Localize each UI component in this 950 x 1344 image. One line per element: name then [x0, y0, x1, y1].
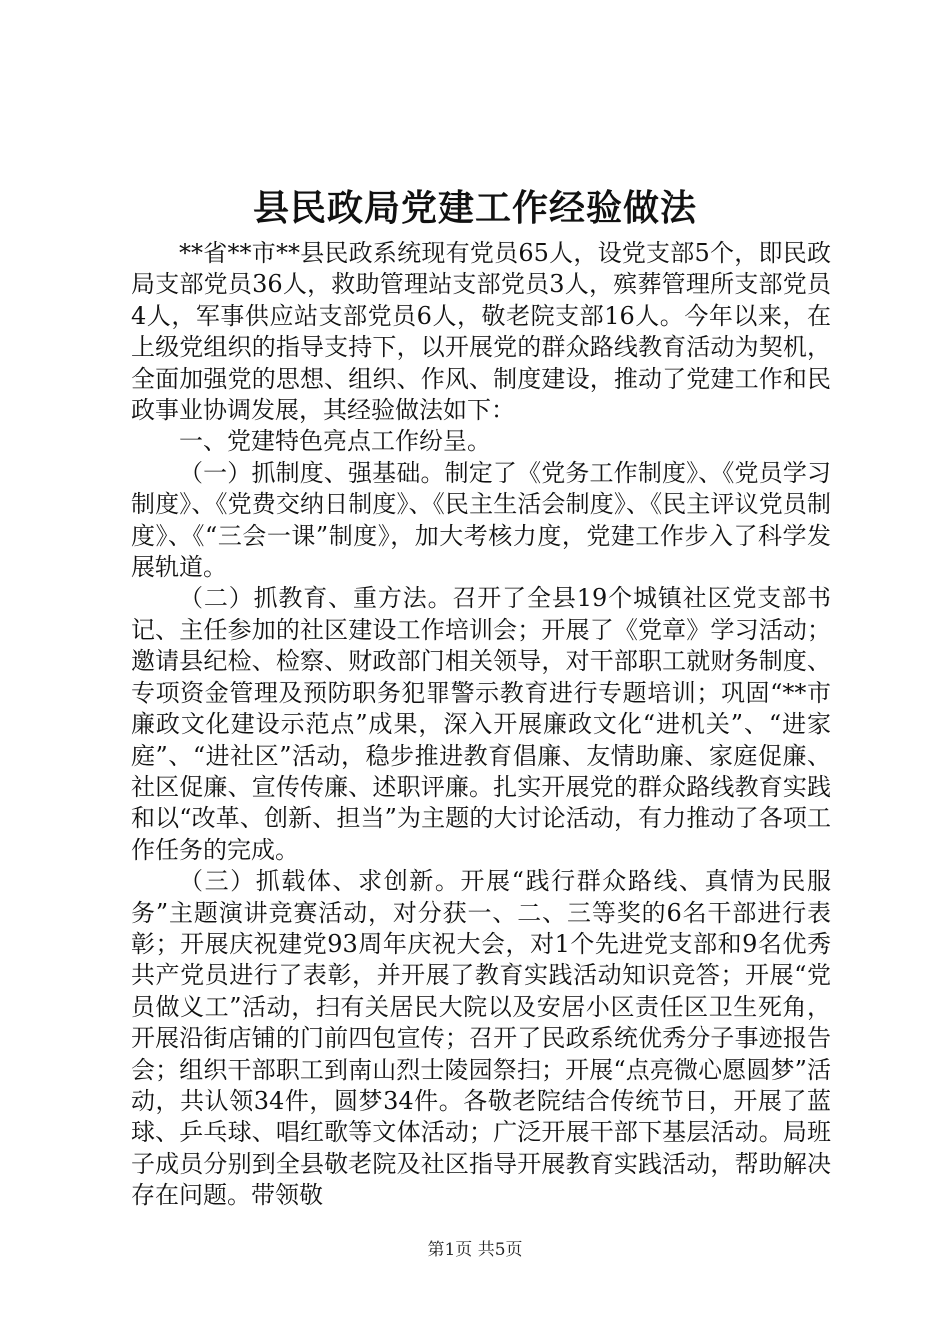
document-body	[131, 238, 831, 1212]
paragraph-item-3: （三）抓载体、求创新。开展“践行群众路线、真情为民服务”主题演讲竞赛活动，对分获一、二、三等奖的6名干部进行表彰；开展庆祝建党93周年庆祝大会，对1个先进党支部和9名优秀共产党员进行了表彰，并开展了教育实践活动知识竞答；开展“党员做义工”活动，扫有关居民大院以及安居小区责任区卫生死角，开展沿街店铺的门前四包宣传；召开了民政系统优秀分子事迹报告会；组织干部职工到南山烈士陵园祭扫；开展“点亮微心愿圆梦”活动，共认领34件，圆梦34件。各敬老院结合传统节日，开展了蓝球、乒乓球、唱红歌等文体活动；广泛开展干部下基层活动。局班子成员分别到全县敬老院及社区指导开展教育实践活动，帮助解决存在问题。带领敬	[131, 867, 831, 1210]
paragraph-item-1: （一）抓制度、强基础。制定了《党务工作制度》、《党员学习制度》、《党费交纳日制度》、《民主生活会制度》、《民主评议党员制度》、《“三会一课”制度》，加大考核力度，党建工作步入了科学发展轨道。	[131, 458, 831, 582]
paragraph-intro: **省**市**县民政系统现有党员65人，设党支部5个，即民政局支部党员36人，救助管理站支部党员3人，殡葬管理所支部党员4人，军事供应站支部党员6人，敬老院支部16人。今年以来，在上级党组织的指导支持下，以开展党的群众路线教育活动为契机，全面加强党的思想、组织、作风、制度建设，推动了党建工作和民政事业协调发展，其经验做法如下：	[131, 239, 831, 425]
page-number-footer: 第1页 共5页	[427, 1240, 523, 1260]
document-title: 县民政局党建工作经验做法	[252, 187, 697, 229]
paragraph-section-heading: 一、党建特色亮点工作纷呈。	[179, 427, 491, 456]
paragraph-item-2: （二）抓教育、重方法。召开了全县19个城镇社区党支部书记、主任参加的社区建设工作培训会；开展了《党章》学习活动；邀请县纪检、检察、财政部门相关领导，对干部职工就财务制度、专项资金管理及预防职务犯罪警示教育进行专题培训；巩固“**市廉政文化建设示范点”成果，深入开展廉政文化“进机关”、“进家庭”、“进社区”活动，稳步推进教育倡廉、友情助廉、家庭促廉、社区促廉、宣传传廉、述职评廉。扎实开展党的群众路线教育实践和以“改革、创新、担当”为主题的大讨论活动，有力推动了各项工作任务的完成。	[131, 584, 831, 864]
